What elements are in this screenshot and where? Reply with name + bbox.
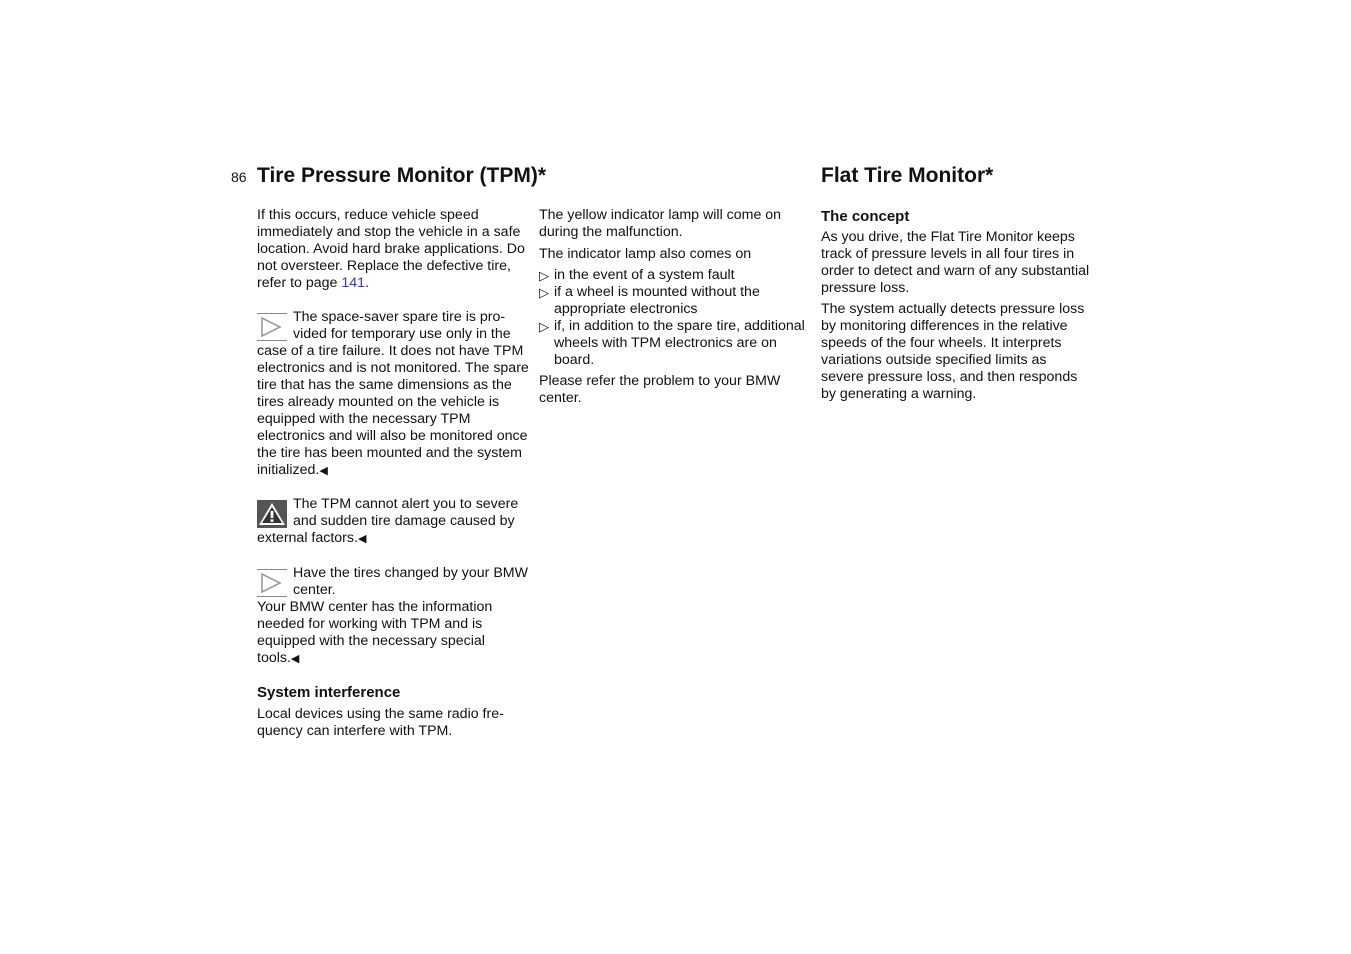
end-mark-icon: ◀ <box>357 533 367 545</box>
indicator-lamp-paragraph: The yellow indicator lamp will come on during the malfunction. <box>539 207 782 240</box>
end-mark-icon: ◀ <box>319 465 328 477</box>
fault-list <box>539 267 807 369</box>
concept-paragraph-2: The system actually detects pressure loss by monitoring differences in the relative speeds of the four wheels. It interprets variations outside specified limits as severe pressure loss, and then responds by generating a warning. <box>821 301 1085 402</box>
warning-tpm: The TPM cannot alert you to severe and sudden tire damage caused by external factors.◀ <box>257 496 519 546</box>
page-link-141[interactable]: 141 <box>341 275 366 291</box>
warning-triangle-icon <box>257 500 287 528</box>
interference-paragraph: Local devices using the same radio frequency can interfere with TPM. <box>257 706 504 739</box>
indicator-also-paragraph: The indicator lamp also comes on <box>539 246 752 262</box>
note-tire-change: Have the tires changed by your BMW center. Your BMW center has the information needed for working with TPM and is equipped with the necessary special tools.◀ <box>257 565 528 666</box>
column-3 <box>821 207 1091 403</box>
bullet-triangle-icon: ▷ <box>539 268 549 283</box>
section-title-flat-tire-monitor: Flat Tire Monitor* <box>821 164 994 187</box>
page-number: 86 <box>231 169 247 185</box>
end-mark-icon: ◀ <box>290 653 300 665</box>
note-spare-tire: The space-saver spare tire is provided for temporary use only in the case of a tire failure. It does not have TPM electronics and is not monitored. The spare tire that has the same dimensions as the tires already mounted on the vehicle is equipped with the necessary TPM electronics and will also be monitored once the tire has been mounted and the system initialized.◀ <box>257 309 529 478</box>
concept-paragraph-1: As you drive, the Flat Tire Monitor keeps track of pressure levels in all four tires in order to detect and warn of any substantial pressure loss. <box>821 229 1090 296</box>
list-item: ▷ if, in addition to the spare tire, additional wheels with TPM electronics are on board. <box>539 318 805 368</box>
heading-the-concept: The concept <box>821 208 910 225</box>
heading-system-interference: System interference <box>257 684 401 701</box>
bullet-triangle-icon: ▷ <box>539 285 549 300</box>
intro-paragraph: If this occurs, reduce vehicle speed immediately and stop the vehicle in a safe location. Avoid hard brake applications. Do not oversteer. Replace the defective tire, refer to page 141. <box>257 207 525 291</box>
list-item: ▷ if a wheel is mounted without the appropriate electronics <box>539 284 760 317</box>
section-title-tpm: Tire Pressure Monitor (TPM)* <box>257 164 546 187</box>
bullet-triangle-icon: ▷ <box>539 319 549 334</box>
list-item: ▷ in the event of a system fault <box>539 267 735 283</box>
note-triangle-icon <box>257 569 287 597</box>
column-1 <box>257 207 529 740</box>
note-triangle-icon <box>257 313 287 341</box>
refer-paragraph: Please refer the problem to your BMW center. <box>539 373 781 406</box>
column-2 <box>539 207 807 407</box>
